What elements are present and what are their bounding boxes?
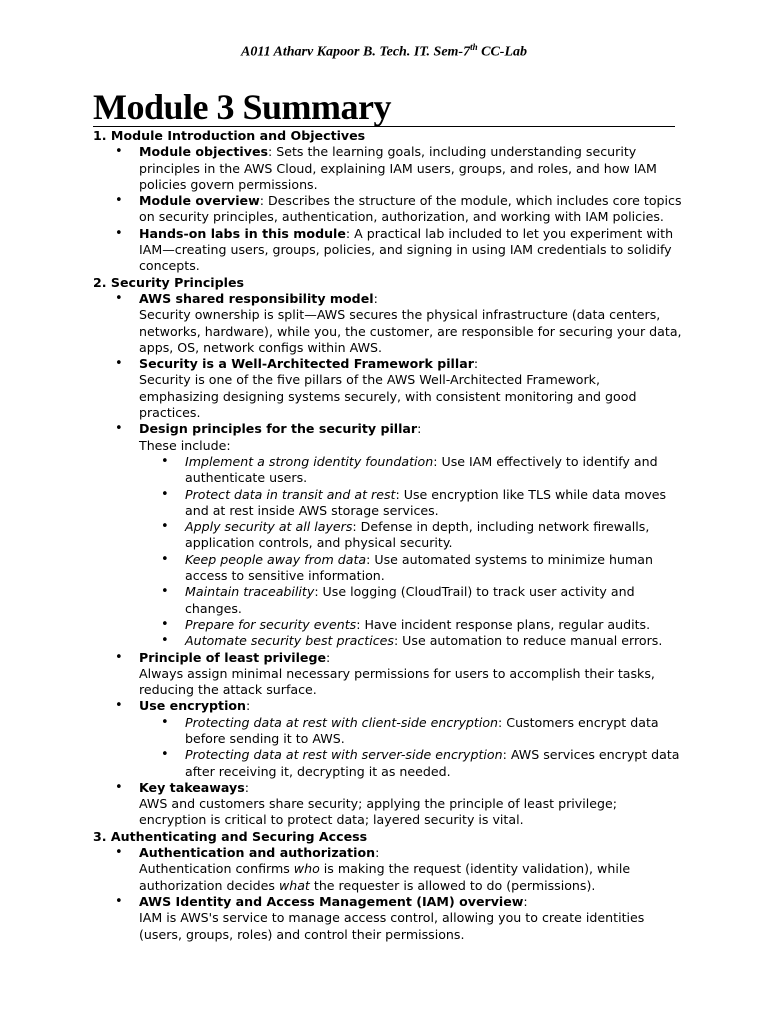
- encryption-list: [139, 715, 683, 780]
- list-item: • Protecting data at rest with server-side encryption: AWS services encrypt data after receiving it, decrypting it as needed.: [139, 747, 683, 780]
- list-item: • Hands-on labs in this module: A practical lab included to let you experiment with IAM—creating users, groups, policies, and signing in using IAM credentials to solidify concepts.: [93, 226, 683, 275]
- list-item: • Prepare for security events: Have incident response plans, regular audits.: [139, 617, 683, 633]
- list-item: • Key takeaways: AWS and customers share security; applying the principle of least privilege; encryption is critical to protect data; layered security is vital.: [93, 780, 683, 829]
- list-item: • Principle of least privilege: Always assign minimal necessary permissions for users to accomplish their tasks, reducing the attack surface.: [93, 650, 683, 699]
- list-item: • Keep people away from data: Use automated systems to minimize human access to sensitive information.: [139, 552, 683, 585]
- list-item: • Implement a strong identity foundation: Use IAM effectively to identify and authenticate users.: [139, 454, 683, 487]
- page-header: A011 Atharv Kapoor B. Tech. IT. Sem-7th CC-Lab: [241, 42, 527, 60]
- section-heading-3: 3. Authenticating and Securing Access: [93, 828, 368, 844]
- list-item: • Apply security at all layers: Defense in depth, including network firewalls, application controls, and physical security.: [139, 519, 683, 552]
- list-item: • AWS Identity and Access Management (IAM) overview: IAM is AWS's service to manage access control, allowing you to create identities (users, groups, roles) and control their permissions.: [93, 894, 683, 943]
- section-3-list: [93, 845, 683, 943]
- section-heading-2: 2. Security Principles: [93, 274, 244, 290]
- document-body: [93, 128, 683, 943]
- list-item: • Authentication and authorization: Authentication confirms who is making the request (identity validation), while authorization decides what the requester is allowed to do (permissions).: [93, 845, 683, 894]
- list-item: • Security is a Well-Architected Framework pillar: Security is one of the five pillars of the AWS Well-Architected Framework, emphasizing designing systems securely, with consistent monitoring and good practices.: [93, 356, 683, 421]
- page-title: Module 3 Summary: [93, 88, 675, 127]
- list-item: • Protecting data at rest with client-side encryption: Customers encrypt data before sending it to AWS.: [139, 715, 683, 748]
- section-heading-1: 1. Module Introduction and Objectives: [93, 128, 366, 143]
- section-2-list: [93, 291, 683, 829]
- section-1-list: [93, 144, 683, 274]
- list-item: • Use encryption: • Protecting data at rest with client-side encryption: Customers encrypt data before sending it to AWS. • Protecting data at rest with server-side encryption: AWS services encrypt data after receiving it, decrypting it as needed.: [93, 698, 683, 779]
- list-item: • Automate security best practices: Use automation to reduce manual errors.: [139, 633, 683, 649]
- list-item: • Maintain traceability: Use logging (CloudTrail) to track user activity and changes.: [139, 584, 683, 617]
- list-item: • Module overview: Describes the structure of the module, which includes core topics on security principles, authentication, authorization, and working with IAM policies.: [93, 193, 683, 226]
- design-principles-list: [139, 454, 683, 650]
- list-item: • Module objectives: Sets the learning goals, including understanding security principles in the AWS Cloud, explaining IAM users, groups, and roles, and how IAM policies govern permissions.: [93, 144, 683, 193]
- list-item: • Protect data in transit and at rest: Use encryption like TLS while data moves and at rest inside AWS storage services.: [139, 487, 683, 520]
- list-item: • Design principles for the security pillar: These include: • Implement a strong identity foundation: Use IAM effectively to identify and authenticate users. • Protect data in transit and at rest: Use encryption like TLS while data moves and at rest inside AWS storage services. • Apply security at all layers: Defense in depth, including network firewalls, application controls, and physical security. • Keep people away from data: Use automated systems to minimize human access to sensitive information. • Maintain traceability: Use logging (CloudTrail) to track user activity and changes. • Prepare for security events: Have incident response plans, regular audits. • Automate security best practices: Use automation to reduce manual errors.: [93, 421, 683, 649]
- list-item: • AWS shared responsibility model: Security ownership is split—AWS secures the physical infrastructure (data centers, networks, hardware), while you, the customer, are responsible for securing your data, apps, OS, network configs within AWS.: [93, 291, 683, 356]
